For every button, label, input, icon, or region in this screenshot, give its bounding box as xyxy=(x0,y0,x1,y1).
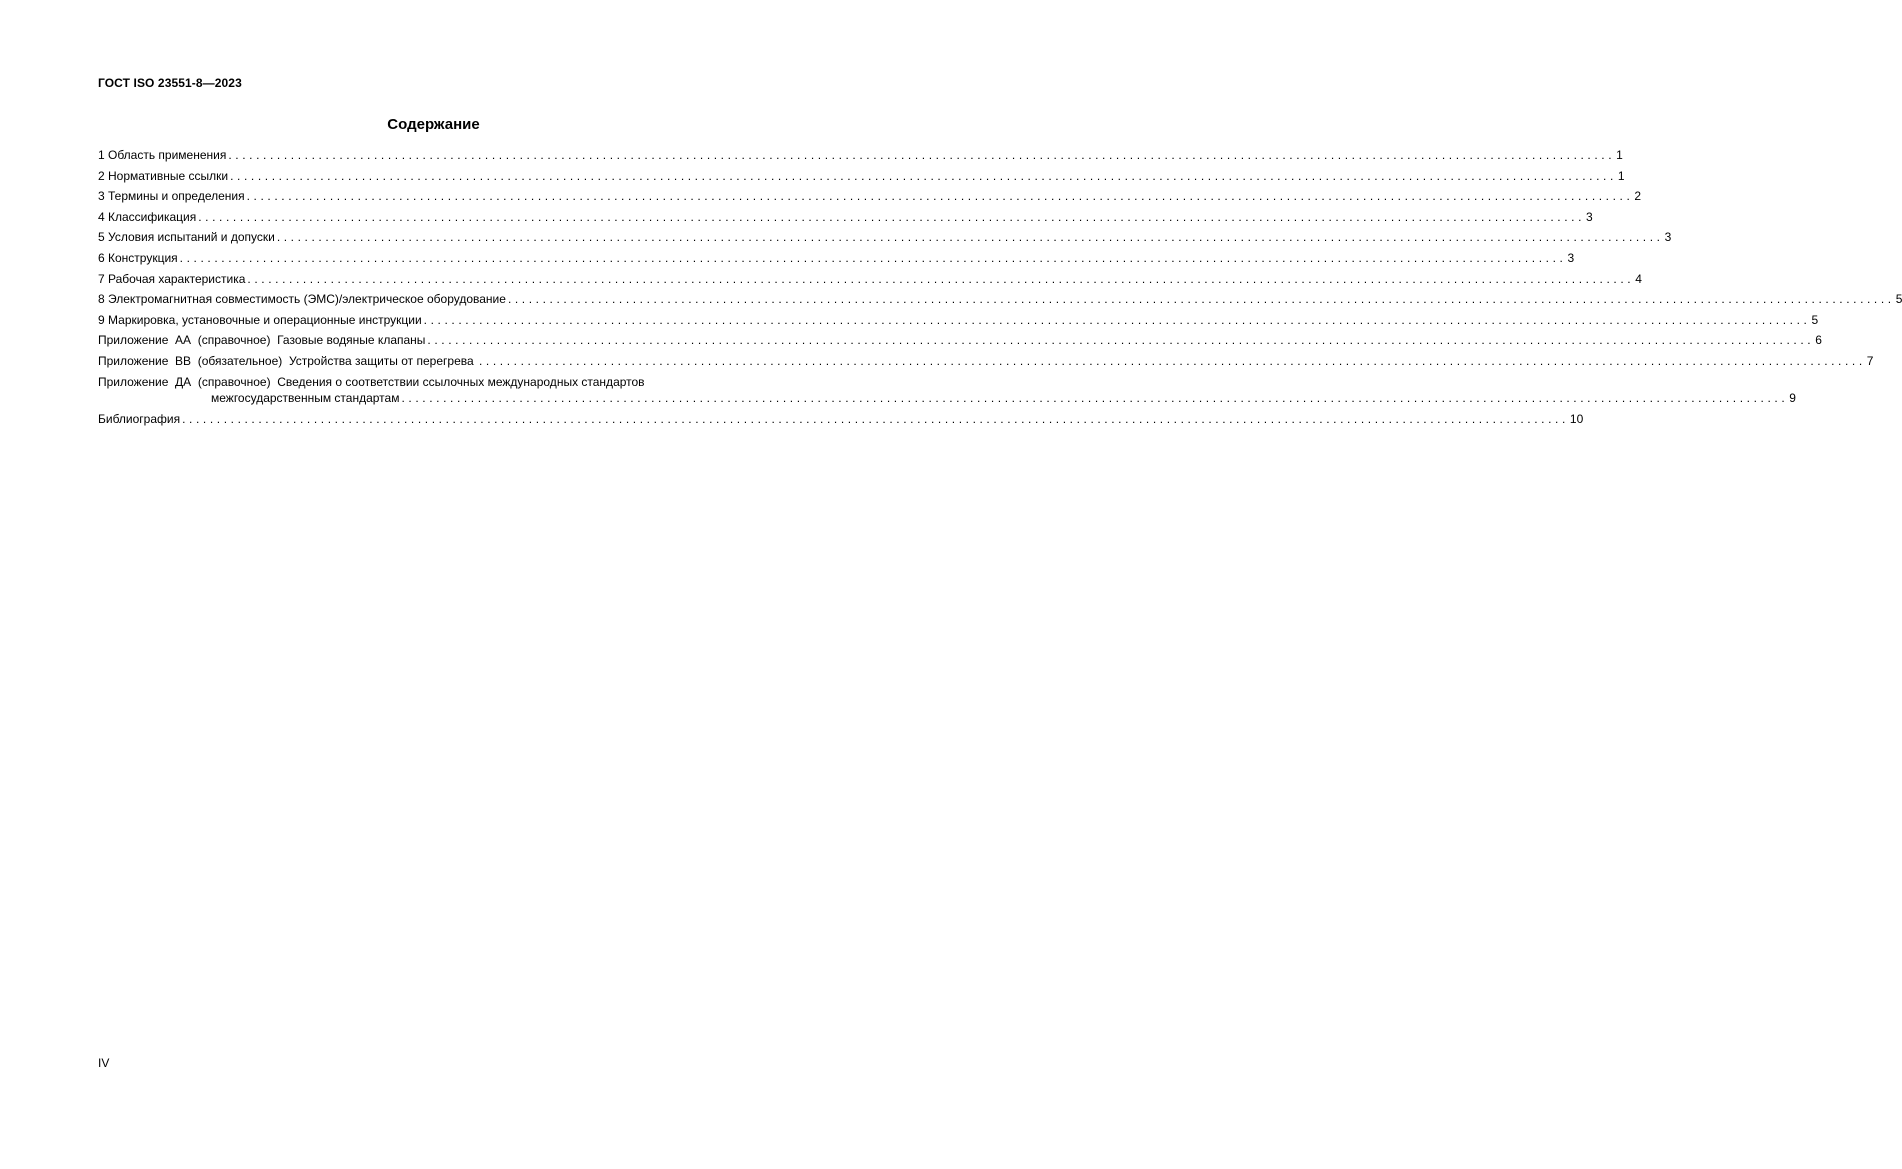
toc-entry-annex[interactable] xyxy=(98,330,1822,351)
toc-entry-page: 5 xyxy=(1811,312,1819,327)
toc-entry-page: 10 xyxy=(1569,411,1584,426)
dot-leader: ........................................................................................................................................................................................................ xyxy=(247,271,1635,286)
page-number: IV xyxy=(98,1056,110,1070)
toc-title: Содержание xyxy=(387,116,480,133)
toc-entry-page: 4 xyxy=(1635,271,1642,286)
toc-entry-title-line1: Приложение ДА (справочное) Сведения о соответствии ссылочных международных стандартов xyxy=(98,374,645,389)
dot-leader: ........................................................................................................................................................................................................ xyxy=(182,411,1569,426)
toc-entry-title: Приложение ВВ (обязательное) Устройства защиты от перегрева xyxy=(98,353,477,368)
toc-entry[interactable] xyxy=(98,248,1575,269)
dot-leader: ........................................................................................................................................................................................................ xyxy=(246,189,1634,204)
toc-entry-page: 3 xyxy=(1664,230,1672,245)
toc-entry-title: 5 Условия испытаний и допуски xyxy=(98,230,275,245)
toc-entry[interactable] xyxy=(98,227,1672,248)
toc-entry-page: 3 xyxy=(1567,250,1575,265)
toc-entry-page: 9 xyxy=(1789,390,1796,405)
dot-leader: ........................................................................................................................................................................................................ xyxy=(179,250,1567,265)
toc-entry[interactable] xyxy=(98,310,1819,331)
dot-leader: ........................................................................................................................................................................................................ xyxy=(228,148,1616,162)
toc-entry-title: 6 Конструкция xyxy=(98,250,178,265)
dot-leader: ........................................................................................................................................................................................................ xyxy=(230,168,1617,183)
toc-entry-bibliography[interactable] xyxy=(98,409,1584,430)
toc-entry-title: 3 Термины и определения xyxy=(98,189,245,204)
dot-leader: ........................................................................................................................................................................................................ xyxy=(276,230,1664,245)
toc-entry-title: Приложение АА (справочное) Газовые водяные клапаны xyxy=(98,333,426,348)
dot-leader: ........................................................................................................................................................................................................ xyxy=(427,333,1815,348)
toc-entry-page: 6 xyxy=(1815,333,1822,348)
toc-entry-page: 2 xyxy=(1634,189,1642,204)
toc-entry-annex[interactable] xyxy=(98,351,1874,372)
toc-entry-title: 7 Рабочая характеристика xyxy=(98,271,246,286)
toc-entry-title: 9 Маркировка, установочные и операционные инструкции xyxy=(98,312,422,327)
toc-entry[interactable] xyxy=(98,145,1623,166)
toc-entry-title-line2: межгосударственным стандартам xyxy=(211,390,400,405)
toc-entry-title: 4 Классификация xyxy=(98,209,197,224)
dot-leader: ........................................................................................................................................................................................................ xyxy=(479,353,1866,368)
toc-entry[interactable] xyxy=(98,289,1902,310)
toc-entry-title: 2 Нормативные ссылки xyxy=(98,168,229,183)
toc-entry-title: Библиография xyxy=(98,411,181,426)
toc-entry[interactable] xyxy=(98,186,1642,207)
dot-leader: ........................................................................................................................................................................................................ xyxy=(507,292,1895,307)
dot-leader: ........................................................................................................................................................................................................ xyxy=(198,209,1586,224)
toc-entry-page: 5 xyxy=(1895,292,1902,307)
toc-entry-page: 1 xyxy=(1617,168,1625,183)
toc-entry-annex[interactable] xyxy=(98,374,1796,406)
toc-entry-page: 7 xyxy=(1866,353,1874,368)
toc-entry[interactable] xyxy=(98,166,1625,187)
document-header: ГОСТ ISO 23551-8—2023 xyxy=(98,76,242,90)
toc-entry-page: 1 xyxy=(1616,148,1623,162)
toc-entry-title: 1 Область применения xyxy=(98,148,227,162)
toc-entry[interactable] xyxy=(98,269,1642,290)
toc-entry-title: 8 Электромагнитная совместимость (ЭМС)/электрическое оборудование xyxy=(98,292,506,307)
table-of-contents xyxy=(98,145,1902,429)
dot-leader: ........................................................................................................................................................................................................ xyxy=(401,390,1789,405)
toc-entry-page: 3 xyxy=(1586,209,1593,224)
dot-leader: ........................................................................................................................................................................................................ xyxy=(423,312,1811,327)
toc-entry[interactable] xyxy=(98,207,1593,228)
